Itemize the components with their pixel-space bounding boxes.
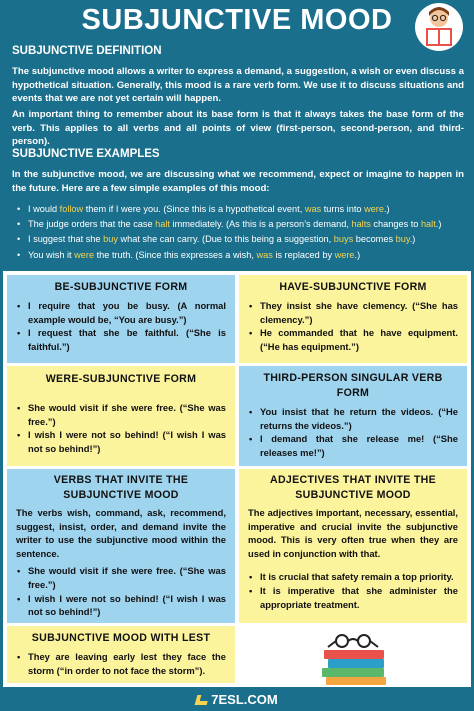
list-item: • I request that she be faithful. (“She is faithful.”) [16,326,226,353]
box-title: VERBS THAT INVITE THE SUBJUNCTIVE MOOD [53,474,189,501]
definition-paragraph-1: The subjunctive mood allows a writer to express a demand, a suggestion, a wish or even discuss a hypothetical situation. Generally, this mood is a rare verb form. We use it to discuss situations and events that we are not yet certain will happen. [12,66,464,105]
box-title: SUBJUNCTIVE MOOD WITH LEST [31,632,211,644]
logo-mark-icon [195,695,210,705]
third-person-box [239,366,467,466]
box-title: HAVE-SUBJUNCTIVE FORM [279,281,427,293]
list-item: • It is imperative that she administer the appropriate treatment. [248,584,458,611]
box-title: ADJECTIVES THAT INVITE THE SUBJUNCTIVE MOOD [270,474,436,501]
list-item: • They are leaving early lest they face the storm (“in order to not face the storm”). [16,650,226,677]
lest-box [7,626,235,683]
list-item: • I demand that she release me! (“She releases me!”) [248,432,458,459]
have-subjunctive-box [239,275,467,363]
definition-paragraph-2: An important thing to remember about its base form is that it always takes the base form of the verb. This applies to all verbs and all points of view (first-person, second-person, and third-person). [12,109,464,148]
page-title: SUBJUNCTIVE MOOD [81,4,393,36]
example-item: • The judge orders that the case halt immediately. (As this is a person’s demand, halts changes to halt.) [12,217,464,232]
examples-heading: SUBJUNCTIVE EXAMPLES [12,148,160,160]
adjectives-box [239,469,467,623]
list-item: • I require that you be busy. (A normal example would be, “You are busy.”) [16,299,226,326]
list-item: • You insist that he return the videos. (“He returns the videos.”) [248,405,458,432]
list-item: • I wish I were not so behind! (“I wish I was not so behind!”) [16,592,226,619]
box-text: The verbs wish, command, ask, recommend, suggest, insist, order, and demand invite the writer to use the subjunctive mood within the sentence. [16,507,226,559]
be-subjunctive-box [7,275,235,363]
example-item: • You wish it were the truth. (Since this expresses a wish, was is replaced by were.) [12,248,464,263]
box-text: The adjectives important, necessary, essential, imperative and crucial invite the subjunctive mood. This is very often true when they are used in conjunction with that. [248,507,458,559]
forms-grid [3,271,471,687]
list-item: • I wish I were not so behind! (“I wish I was not so behind!”) [16,428,226,455]
definition-heading: SUBJUNCTIVE DEFINITION [12,45,162,57]
site-logo [0,692,474,707]
girl-reading-icon [414,2,464,52]
list-item: • She would visit if she were free. (“She was free.”) [16,401,226,428]
list-item: • She would visit if she were free. (“She was free.”) [16,564,226,591]
example-item: • I suggest that she buy what she can carry. (Due to this being a suggestion, buys becomes buy.) [12,232,464,247]
books-glasses-icon [318,633,392,685]
site-name: 7ESL.COM [211,692,278,707]
example-item: • I would follow them if I were you. (Since this is a hypothetical event, was turns into were.) [12,202,464,217]
were-subjunctive-box [7,366,235,466]
box-title: THIRD-PERSON SINGULAR VERB FORM [263,372,443,399]
examples-intro: In the subjunctive mood, we are discussing what we recommend, expect or imagine to happen in the future. Here are a few simple examples of this mood: [12,169,464,194]
list-item: • It is crucial that safety remain a top priority. [248,570,458,584]
list-item: • They insist she have clemency. (“She has clemency.”) [248,299,458,326]
box-title: WERE-SUBJUNCTIVE FORM [45,373,197,385]
box-title: BE-SUBJUNCTIVE FORM [54,281,188,293]
list-item: • He commanded that he have equipment. (“He has equipment.”) [248,326,458,353]
verbs-box [7,469,235,623]
examples-list [12,202,464,263]
